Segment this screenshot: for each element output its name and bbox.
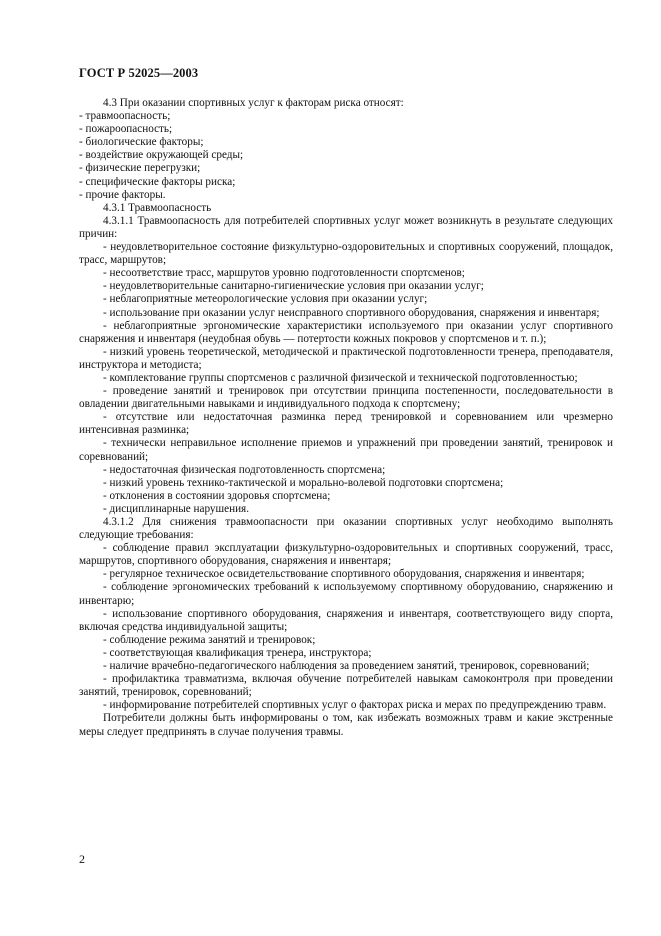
list-item: - информирование потребителей спортивных услуг о факторах риска и мерах по предупреждению травм. [103,699,607,712]
list-item: - низкий уровень теоретической, методической и практической подготовленности тренера, преподавателя, инструктора и методиста; [79,345,613,371]
paragraph: Потребители должны быть информированы о том, как избежать возможных травм и какие экстренные меры следует предпринять в случае получения травмы. [79,712,613,738]
list-item: - неудовлетворительные санитарно-гигиенические условия при оказании услуг; [103,280,484,293]
list-item: - неудовлетворительное состояние физкультурно-оздоровительных и спортивных сооружений, площадок, трасс, маршрутов; [79,241,613,267]
list-item: - воздействие окружающей среды; [79,149,244,162]
list-item: - регулярное техническое освидетельствование спортивного оборудования, снаряжения и инвентаря; [103,568,585,581]
list-item: - несоответствие трасс, маршрутов уровню подготовленности спортсменов; [103,267,465,280]
list-item: - неблагоприятные метеорологические условия при оказании услуг; [103,293,428,306]
list-item: - травмоопасность; [79,110,171,123]
document-body [79,97,613,739]
list-item: - технически неправильное исполнение приемов и упражнений при проведении занятий, тренировок и соревнований; [79,437,613,463]
list-item: - прочие факторы. [79,188,166,201]
list-item: - соответствующая квалификация тренера, инструктора; [103,646,372,659]
list-item: - неблагоприятные эргономические характеристики используемого при оказании услуг спортивного снаряжения и инвентаря (неудобная обувь — потертости кожных покровов у спортсменов и т. п.); [79,319,613,345]
list-item: - соблюдение правил эксплуатации физкультурно-оздоровительных и спортивных сооружений, трасс, маршрутов, спортивного оборудования, снаряжения и инвентаря; [79,542,613,568]
list-item: - комплектование группы спортсменов с различной физической и технической подготовленностью; [103,371,578,384]
list-item: - дисциплинарные нарушения. [103,502,249,515]
list-item: - физические перегрузки; [79,162,201,175]
list-item: - профилактика травматизма, включая обучение потребителей навыкам самоконтроля при проведении занятий, тренировок, соревнований; [79,673,613,699]
list-item: - проведение занятий и тренировок при отсутствии принципа постепенности, последовательности в овладении двигательными навыками и индивидуального подхода к спортсмену; [79,385,613,411]
list-item: - соблюдение режима занятий и тренировок; [103,633,316,646]
list-item: - наличие врачебно-педагогического наблюдения за проведением занятий, тренировок, соревнований; [103,660,590,673]
list-item: - соблюдение эргономических требований к используемому спортивному оборудованию, снаряжению и инвентарю; [79,581,613,607]
list-item: - пожароопасность; [79,123,173,136]
list-item: - использование спортивного оборудования, снаряжения и инвентаря, соответствующего виду спорта, включая средства индивидуальной защиты; [79,607,613,633]
paragraph: 4.3 При оказании спортивных услуг к факторам риска относят: [103,97,404,109]
list-item: - отсутствие или недостаточная разминка перед тренировкой и соревнованием или чрезмерно интенсивная разминка; [79,411,613,437]
list-item: - отклонения в состоянии здоровья спортсмена; [103,489,331,502]
list-item: - специфические факторы риска; [79,175,236,188]
list-item: - биологические факторы; [79,136,204,149]
paragraph: 4.3.1.1 Травмоопасность для потребителей спортивных услуг может возникнуть в результате следующих причин: [79,214,613,240]
paragraph: 4.3.1 Травмоопасность [103,201,212,214]
list-item: - недостаточная физическая подготовленность спортсмена; [103,463,386,476]
document-header: ГОСТ Р 52025—2003 [79,66,199,80]
list-item: - использование при оказании услуг неисправного спортивного оборудования, снаряжения и инвентаря; [103,306,600,319]
list-item: - низкий уровень технико-тактической и морально-волевой подготовки спортсмена; [103,476,504,489]
page-number: 2 [79,852,85,866]
paragraph: 4.3.1.2 Для снижения травмоопасности при оказании спортивных услуг необходимо выполнять следующие требования: [79,516,613,542]
